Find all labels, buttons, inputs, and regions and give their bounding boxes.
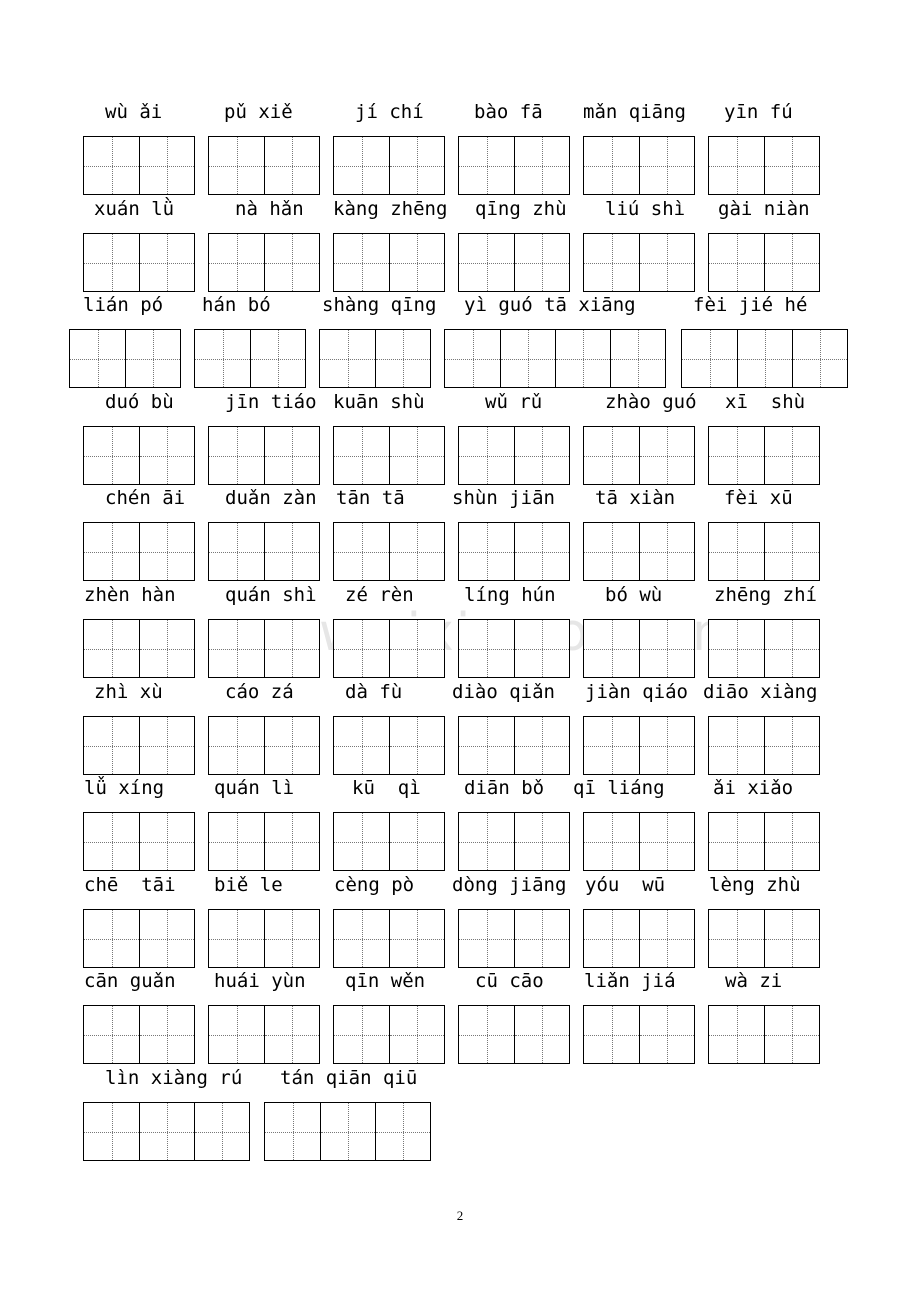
character-writing-grid[interactable] [208, 136, 320, 195]
tianzige-cell[interactable] [264, 813, 319, 870]
tianzige-cell[interactable] [737, 330, 792, 387]
character-writing-grid[interactable] [333, 426, 445, 485]
tianzige-cell[interactable] [709, 137, 764, 194]
tianzige-cell[interactable] [639, 1006, 694, 1063]
tianzige-cell[interactable] [445, 330, 500, 387]
tianzige-cell[interactable] [459, 1006, 514, 1063]
pinyin-label: fèi jié hé [693, 294, 808, 316]
tianzige-cell[interactable] [264, 234, 319, 291]
character-writing-grid[interactable] [708, 716, 820, 775]
character-writing-grid[interactable] [208, 233, 320, 292]
tianzige-cell[interactable] [84, 234, 139, 291]
character-writing-grid[interactable] [583, 909, 695, 968]
tianzige-cell[interactable] [264, 910, 319, 967]
tianzige-cell[interactable] [320, 1103, 375, 1160]
tianzige-cell[interactable] [514, 137, 569, 194]
tianzige-cell[interactable] [334, 1006, 389, 1063]
character-writing-grid[interactable] [83, 233, 195, 292]
pinyin-label: diān bǒ [464, 777, 545, 799]
character-writing-grid[interactable] [194, 329, 306, 388]
tianzige-cell[interactable] [334, 717, 389, 774]
character-writing-grid[interactable] [458, 619, 570, 678]
tianzige-cell[interactable] [709, 1006, 764, 1063]
tianzige-cell[interactable] [250, 330, 305, 387]
character-writing-grid[interactable] [458, 233, 570, 292]
tianzige-cell[interactable] [375, 1103, 430, 1160]
pinyin-label: shàng qīng [322, 294, 437, 316]
tianzige-cell[interactable] [500, 330, 555, 387]
tianzige-cell[interactable] [584, 137, 639, 194]
character-writing-grid[interactable] [333, 233, 445, 292]
tianzige-cell[interactable] [84, 1006, 139, 1063]
tianzige-cell[interactable] [639, 137, 694, 194]
tianzige-cell[interactable] [84, 427, 139, 484]
tianzige-cell[interactable] [265, 1103, 320, 1160]
pinyin-label: bào fā [474, 101, 543, 123]
pinyin-label: jí chí [355, 101, 424, 123]
pinyin-label: kū qì [352, 777, 421, 799]
pinyin-label: cū cāo [475, 970, 544, 992]
tianzige-cell[interactable] [459, 717, 514, 774]
tianzige-cell[interactable] [139, 1103, 194, 1160]
tianzige-cell[interactable] [639, 427, 694, 484]
tianzige-cell[interactable] [264, 1006, 319, 1063]
tianzige-cell[interactable] [139, 427, 194, 484]
pinyin-label: cáo zá [225, 681, 294, 703]
pinyin-label: lìn xiàng rú [105, 1067, 243, 1089]
tianzige-cell[interactable] [264, 620, 319, 677]
pinyin-label: quán shì [225, 584, 317, 606]
tianzige-cell[interactable] [514, 717, 569, 774]
character-writing-grid[interactable] [208, 909, 320, 968]
tianzige-cell[interactable] [125, 330, 180, 387]
tianzige-cell[interactable] [459, 910, 514, 967]
pinyin-label: mǎn qiāng [583, 101, 686, 123]
pinyin-label: jīn tiáo [225, 391, 317, 413]
character-writing-grid[interactable] [708, 426, 820, 485]
character-writing-grid[interactable] [708, 522, 820, 581]
pinyin-label: yì guó tā xiāng [464, 294, 636, 316]
character-writing-grid[interactable] [333, 1005, 445, 1064]
character-writing-grid[interactable] [83, 522, 195, 581]
character-writing-grid[interactable] [208, 716, 320, 775]
character-writing-grid[interactable] [83, 136, 195, 195]
tianzige-cell[interactable] [514, 813, 569, 870]
tianzige-cell[interactable] [209, 234, 264, 291]
pinyin-label: wǔ rǔ [485, 391, 543, 413]
tianzige-cell[interactable] [584, 427, 639, 484]
tianzige-cell[interactable] [334, 137, 389, 194]
character-writing-grid[interactable] [333, 812, 445, 871]
tianzige-cell[interactable] [459, 620, 514, 677]
character-writing-grid[interactable] [83, 812, 195, 871]
character-writing-grid[interactable] [83, 909, 195, 968]
tianzige-cell[interactable] [514, 234, 569, 291]
character-writing-grid[interactable] [708, 909, 820, 968]
character-writing-grid[interactable] [208, 522, 320, 581]
character-writing-grid[interactable] [583, 619, 695, 678]
pinyin-label: bó wù [605, 584, 663, 606]
tianzige-cell[interactable] [764, 234, 819, 291]
pinyin-label: zhì xù [94, 681, 163, 703]
tianzige-cell[interactable] [264, 523, 319, 580]
tianzige-cell[interactable] [389, 137, 444, 194]
pinyin-label: zhēng zhí [714, 584, 817, 606]
tianzige-cell[interactable] [209, 620, 264, 677]
tianzige-cell[interactable] [555, 330, 610, 387]
pinyin-label: diào qiǎn [452, 681, 555, 703]
tianzige-cell[interactable] [459, 137, 514, 194]
tianzige-cell[interactable] [764, 910, 819, 967]
tianzige-cell[interactable] [139, 234, 194, 291]
tianzige-cell[interactable] [389, 620, 444, 677]
tianzige-cell[interactable] [709, 910, 764, 967]
pinyin-label: hán bó [202, 294, 271, 316]
tianzige-cell[interactable] [389, 523, 444, 580]
character-writing-grid[interactable] [83, 426, 195, 485]
character-writing-grid[interactable] [708, 812, 820, 871]
tianzige-cell[interactable] [264, 137, 319, 194]
character-writing-grid[interactable] [583, 812, 695, 871]
pinyin-label: diāo xiàng [703, 681, 818, 703]
tianzige-cell[interactable] [514, 620, 569, 677]
tianzige-cell[interactable] [639, 620, 694, 677]
tianzige-cell[interactable] [209, 717, 264, 774]
character-writing-grid[interactable] [458, 1005, 570, 1064]
tianzige-cell[interactable] [764, 1006, 819, 1063]
tianzige-cell[interactable] [334, 620, 389, 677]
tianzige-cell[interactable] [320, 330, 375, 387]
character-writing-grid[interactable] [83, 716, 195, 775]
pinyin-label: wà zi [725, 970, 783, 992]
tianzige-cell[interactable] [639, 717, 694, 774]
pinyin-label: zhèn hàn [84, 584, 176, 606]
character-writing-grid[interactable] [69, 329, 181, 388]
tianzige-cell[interactable] [375, 330, 430, 387]
tianzige-cell[interactable] [84, 1103, 139, 1160]
tianzige-cell[interactable] [334, 813, 389, 870]
tianzige-cell[interactable] [139, 910, 194, 967]
character-writing-grid[interactable] [458, 716, 570, 775]
character-writing-grid[interactable] [319, 329, 431, 388]
character-writing-grid[interactable] [208, 1005, 320, 1064]
pinyin-label: yóu wū [585, 874, 666, 896]
tianzige-cell[interactable] [459, 813, 514, 870]
pinyin-label: zhào guó [605, 391, 697, 413]
character-writing-grid[interactable] [681, 329, 848, 388]
tianzige-cell[interactable] [334, 910, 389, 967]
character-writing-grid[interactable] [583, 522, 695, 581]
pinyin-label: yīn fú [724, 101, 793, 123]
tianzige-cell[interactable] [84, 620, 139, 677]
tianzige-cell[interactable] [709, 717, 764, 774]
pinyin-label: tā xiàn [595, 487, 676, 509]
character-writing-grid[interactable] [83, 619, 195, 678]
character-writing-grid[interactable] [708, 619, 820, 678]
character-writing-grid[interactable] [583, 426, 695, 485]
tianzige-cell[interactable] [584, 620, 639, 677]
tianzige-cell[interactable] [139, 137, 194, 194]
pinyin-label: gài niàn [718, 198, 810, 220]
tianzige-cell[interactable] [584, 523, 639, 580]
tianzige-cell[interactable] [682, 330, 737, 387]
tianzige-cell[interactable] [209, 1006, 264, 1063]
tianzige-cell[interactable] [584, 910, 639, 967]
tianzige-cell[interactable] [764, 427, 819, 484]
pinyin-label: lèng zhù [709, 874, 801, 896]
tianzige-cell[interactable] [514, 910, 569, 967]
tianzige-cell[interactable] [264, 717, 319, 774]
tianzige-cell[interactable] [639, 234, 694, 291]
pinyin-label: biě le [214, 874, 283, 896]
character-writing-grid[interactable] [458, 909, 570, 968]
pinyin-label: shùn jiān [452, 487, 555, 509]
character-writing-grid[interactable] [333, 619, 445, 678]
tianzige-cell[interactable] [209, 523, 264, 580]
character-writing-grid[interactable] [583, 1005, 695, 1064]
character-writing-grid[interactable] [264, 1102, 431, 1161]
tianzige-cell[interactable] [84, 717, 139, 774]
pinyin-label: fèi xū [724, 487, 793, 509]
pinyin-label: tān tā [336, 487, 405, 509]
tianzige-cell[interactable] [389, 234, 444, 291]
pinyin-label: qī liáng [573, 777, 665, 799]
tianzige-cell[interactable] [209, 910, 264, 967]
tianzige-cell[interactable] [584, 717, 639, 774]
tianzige-cell[interactable] [209, 137, 264, 194]
tianzige-cell[interactable] [639, 813, 694, 870]
tianzige-cell[interactable] [792, 330, 847, 387]
tianzige-cell[interactable] [764, 813, 819, 870]
pinyin-label: kuān shù [333, 391, 425, 413]
pinyin-label: nà hǎn [235, 198, 304, 220]
tianzige-cell[interactable] [139, 1006, 194, 1063]
character-writing-grid[interactable] [708, 136, 820, 195]
character-writing-grid[interactable] [458, 426, 570, 485]
tianzige-cell[interactable] [194, 1103, 249, 1160]
tianzige-cell[interactable] [639, 910, 694, 967]
pinyin-label: liǎn jiá [584, 970, 676, 992]
pinyin-label: tán qiān qiū [280, 1067, 418, 1089]
tianzige-cell[interactable] [639, 523, 694, 580]
character-writing-grid[interactable] [458, 522, 570, 581]
pinyin-label: quán lì [214, 777, 295, 799]
character-writing-grid[interactable] [208, 619, 320, 678]
pinyin-label: pǔ xiě [224, 101, 293, 123]
tianzige-cell[interactable] [514, 427, 569, 484]
tianzige-cell[interactable] [139, 717, 194, 774]
tianzige-cell[interactable] [584, 234, 639, 291]
character-writing-grid[interactable] [333, 522, 445, 581]
pinyin-label: líng hún [464, 584, 556, 606]
tianzige-cell[interactable] [389, 1006, 444, 1063]
character-writing-grid[interactable] [333, 136, 445, 195]
pinyin-label: huái yùn [214, 970, 306, 992]
pinyin-label: dòng jiāng [452, 874, 567, 896]
tianzige-cell[interactable] [610, 330, 665, 387]
character-writing-grid[interactable] [83, 1005, 195, 1064]
pinyin-label: zé rèn [345, 584, 414, 606]
pinyin-label: cān guǎn [84, 970, 176, 992]
pinyin-label: qīng zhù [475, 198, 567, 220]
tianzige-cell[interactable] [764, 137, 819, 194]
character-writing-grid[interactable] [708, 233, 820, 292]
tianzige-cell[interactable] [709, 234, 764, 291]
character-writing-grid[interactable] [208, 812, 320, 871]
character-writing-grid[interactable] [83, 1102, 250, 1161]
tianzige-cell[interactable] [459, 427, 514, 484]
pinyin-label: kàng zhēng [333, 198, 448, 220]
pinyin-label: liú shì [605, 198, 686, 220]
tianzige-cell[interactable] [334, 427, 389, 484]
pinyin-label: lián pó [83, 294, 164, 316]
pinyin-label: ǎi xiǎo [713, 777, 794, 799]
tianzige-cell[interactable] [139, 620, 194, 677]
pinyin-label: chén āi [105, 487, 186, 509]
pinyin-label: duǎn zàn [225, 487, 317, 509]
tianzige-cell[interactable] [264, 427, 319, 484]
tianzige-cell[interactable] [459, 523, 514, 580]
tianzige-cell[interactable] [389, 427, 444, 484]
tianzige-cell[interactable] [334, 234, 389, 291]
character-writing-grid[interactable] [458, 812, 570, 871]
tianzige-cell[interactable] [709, 427, 764, 484]
tianzige-cell[interactable] [84, 137, 139, 194]
pinyin-label: xī shù [725, 391, 806, 413]
tianzige-cell[interactable] [389, 813, 444, 870]
character-writing-grid[interactable] [444, 329, 666, 388]
tianzige-cell[interactable] [389, 910, 444, 967]
pinyin-label: qīn wěn [345, 970, 426, 992]
pinyin-label: chē tāi [84, 874, 176, 896]
pinyin-label: wù ǎi [105, 101, 163, 123]
tianzige-cell[interactable] [139, 813, 194, 870]
tianzige-cell[interactable] [514, 1006, 569, 1063]
tianzige-cell[interactable] [584, 813, 639, 870]
tianzige-cell[interactable] [389, 717, 444, 774]
tianzige-cell[interactable] [84, 523, 139, 580]
character-writing-grid[interactable] [708, 1005, 820, 1064]
tianzige-cell[interactable] [709, 620, 764, 677]
tianzige-cell[interactable] [709, 813, 764, 870]
pinyin-label: duó bù [105, 391, 174, 413]
tianzige-cell[interactable] [709, 523, 764, 580]
character-writing-grid[interactable] [333, 716, 445, 775]
tianzige-cell[interactable] [84, 813, 139, 870]
character-writing-grid[interactable] [583, 716, 695, 775]
tianzige-cell[interactable] [584, 1006, 639, 1063]
pinyin-label: cèng pò [334, 874, 415, 896]
tianzige-cell[interactable] [195, 330, 250, 387]
pinyin-label: dà fù [345, 681, 403, 703]
tianzige-cell[interactable] [139, 523, 194, 580]
tianzige-cell[interactable] [334, 523, 389, 580]
character-writing-grid[interactable] [583, 233, 695, 292]
tianzige-cell[interactable] [764, 620, 819, 677]
pinyin-label: xuán lǜ [94, 198, 175, 220]
tianzige-cell[interactable] [764, 717, 819, 774]
tianzige-cell[interactable] [70, 330, 125, 387]
character-writing-grid[interactable] [208, 426, 320, 485]
character-writing-grid[interactable] [458, 136, 570, 195]
tianzige-cell[interactable] [209, 427, 264, 484]
pinyin-label: jiàn qiáo [585, 681, 688, 703]
tianzige-cell[interactable] [764, 523, 819, 580]
character-writing-grid[interactable] [333, 909, 445, 968]
tianzige-cell[interactable] [514, 523, 569, 580]
character-writing-grid[interactable] [583, 136, 695, 195]
tianzige-cell[interactable] [84, 910, 139, 967]
tianzige-cell[interactable] [459, 234, 514, 291]
pinyin-label: lǚ xíng [84, 777, 165, 799]
page-number: 2 [456, 1208, 464, 1223]
tianzige-cell[interactable] [209, 813, 264, 870]
